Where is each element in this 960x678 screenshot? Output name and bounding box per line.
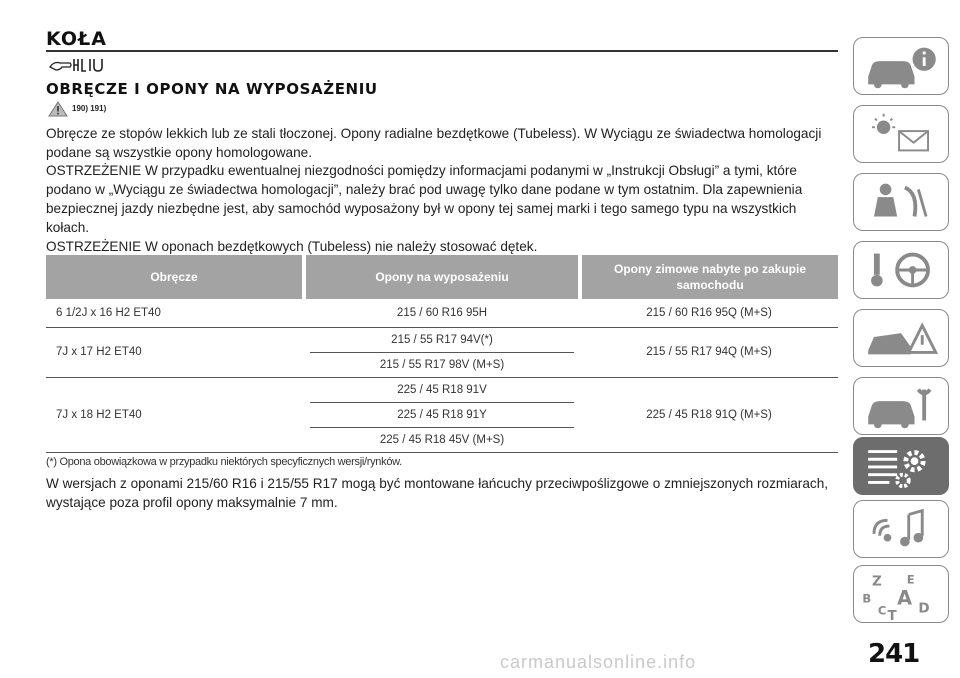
- safety-seat-airbag-icon: [854, 174, 948, 230]
- index-letter: C: [877, 603, 887, 618]
- watermark: carmanualsonline.info: [500, 652, 697, 672]
- pointing-hand-icon: [48, 55, 106, 73]
- car-maintenance-icon: [854, 378, 948, 434]
- header-tyres: Opony na wyposażeniu: [304, 255, 580, 299]
- tyre-cell: 225 / 45 R18 91V: [310, 378, 574, 403]
- wheels-tyres-table: [46, 255, 838, 453]
- index-letters-icon: [854, 566, 948, 622]
- warning-paragraph-tubeless: OSTRZEŻENIE W oponach bezdętkowych (Tubeless) nie należy stosować dętek.: [46, 239, 538, 254]
- sidebar-tab-starting-driving[interactable]: [853, 241, 949, 299]
- tyre-cell: 225 / 45 R18 45V (M+S): [379, 433, 505, 446]
- car-breakdown-icon: [854, 310, 948, 366]
- warning-paragraph-homologation: OSTRZEŻENIE W przypadku ewentualnej niezgodności pomiędzy informacjami podanymi w „Instrukcji Obsługi” a tymi, które podano w „Wyciągu ze świadectwa homologacji”, należy brać pod uwagę tylko dane podane w tym ostatnim. Dla zapewnienia bezpiecznej jazdy niezbędne jest, aby samochód wyposażony był w opony tej samej marki i tego samego typu na wszystkich kołach.: [46, 163, 803, 235]
- intro-paragraph: Obręcze ze stopów lekkich lub ze stali tłoczonej. Opony radialne bezdętkowe (Tubeless). W Wyciągu ze świadectwa homologacji podane są wszystkie opony homologowane.: [46, 126, 822, 160]
- index-letter: T: [887, 608, 897, 622]
- header-winter-tyres: Opony zimowe nabyte po zakupie samochodu: [580, 255, 838, 299]
- car-info-icon: [854, 38, 948, 94]
- header-rims: Obręcze: [46, 255, 304, 299]
- table-row: [46, 377, 838, 452]
- key-steering-wheel-icon: [854, 242, 948, 298]
- index-letter: B: [862, 591, 872, 606]
- winter-cell: 225 / 45 R18 91Q (M+S): [580, 377, 838, 452]
- multimedia-music-icon: [854, 501, 948, 557]
- sidebar-tab-maintenance[interactable]: [853, 377, 949, 435]
- title-divider: [46, 50, 838, 52]
- table-header-row: [46, 255, 838, 299]
- sidebar-tab-technical-data[interactable]: [853, 437, 949, 495]
- index-letter: A: [897, 586, 913, 610]
- warning-triangle-icon: [48, 101, 68, 117]
- tyre-cell: 215 / 55 R17 98V (M+S): [379, 358, 505, 371]
- tyre-cell: 215 / 55 R17 94V(*): [310, 328, 574, 353]
- winter-cell: 215 / 55 R17 94Q (M+S): [580, 327, 838, 377]
- sidebar-tab-warning-lights[interactable]: [853, 105, 949, 163]
- rim-cell: 6 1/2J x 16 H2 ET40: [46, 299, 304, 327]
- technical-data-gear-icon: [854, 438, 948, 494]
- warning-lights-envelope-icon: [854, 106, 948, 162]
- snow-chains-paragraph: W wersjach z oponami 215/60 R16 i 215/55 R17 mogą być montowane łańcuchy przeciwpoślizgowe o zmniejszonych rozmiarach, wystające poza profil opony maksymalnie 7 mm.: [46, 476, 829, 510]
- subsection-title: OBRĘCZE I OPONY NA WYPOSAŻENIU: [46, 80, 378, 98]
- index-letter: D: [918, 600, 930, 617]
- section-title: KOŁA: [46, 28, 107, 50]
- sidebar-tab-multimedia[interactable]: [853, 500, 949, 558]
- page-number: 241: [868, 639, 920, 669]
- table-row: [46, 327, 838, 377]
- index-letter: E: [906, 572, 915, 587]
- tyre-cell: 215 / 60 R16 95H: [304, 299, 580, 327]
- sidebar-tab-safety[interactable]: [853, 173, 949, 231]
- tyre-cell: 225 / 45 R18 91Y: [310, 403, 574, 428]
- table-footnote: (*) Opona obowiązkowa w przypadku niektórych specyficznych wersji/rynków.: [46, 456, 402, 468]
- sidebar-tab-emergency[interactable]: [853, 309, 949, 367]
- rim-cell: 7J x 17 H2 ET40: [46, 327, 304, 377]
- sidebar-tab-index[interactable]: [853, 565, 949, 623]
- sidebar-tab-car-info[interactable]: [853, 37, 949, 95]
- warning-references: 190) 191): [72, 104, 107, 113]
- rim-cell: 7J x 18 H2 ET40: [46, 377, 304, 452]
- winter-cell: 215 / 60 R16 95Q (M+S): [580, 299, 838, 327]
- table-row: [46, 299, 838, 327]
- index-letter: Z: [872, 573, 882, 590]
